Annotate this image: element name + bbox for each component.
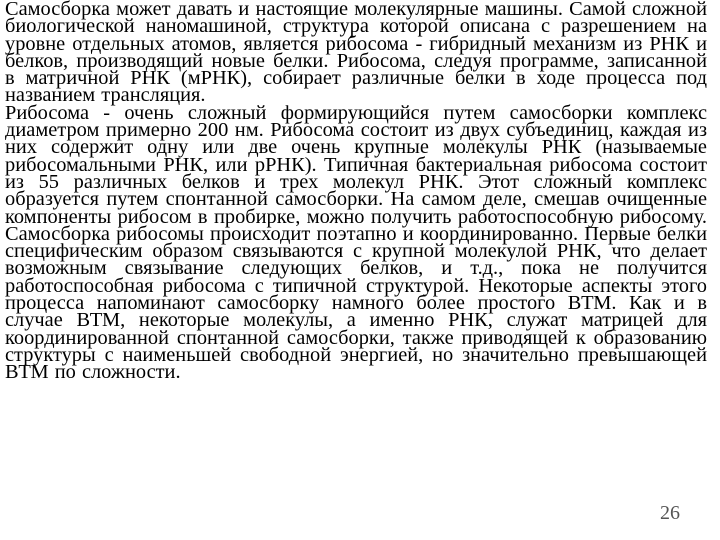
paragraph-self-assembly-machines: Самосборка может давать и настоящие молекулярные машины. Самой сложной биологической наномашиной, структура которой описана с разрешением на уровне отдельных атомов, является рибосома - гибридный механизм из РНК и белков, производящий новые белки. Рибосома, следуя программе, записанной в матричной РНК (мРНК), собирает различные белки в ходе процесса под названием трансляция. (5, 0, 707, 107)
page-number: 26 (660, 502, 680, 524)
paragraph-ribosome-description: Рибосома - очень сложный формирующийся путем самосборки комплекс диаметром примерно 200 нм. Рибосома состоит из двух субъединиц, каждая из них содержит одну или две очень крупные молекулы РНК (называемые рибосомальными РНК, или рРНК). Типичная бактериальная рибосома состоит из 55 различных белков и трех молекул РНК. Этот сложный комплекс образуется путем спонтанной самосборки. На самом деле, смешав очищенные компоненты рибосом в пробирке, можно получить работоспособную рибосому. Самосборка рибосомы происходит поэтапно и координированно. Первые белки специфическим образом связываются с крупной молекулой РНК, что делает возможным связывание следующих белков, и т.д., пока не получится работоспособная рибосома с типичной структурой. Некоторые аспекты этого процесса напоминают самосборку намного более простого ВТМ. Как и в случае ВТМ, некоторые молекулы, а именно РНК, служат матрицей для координированной спонтанной самосборки, также приводящей к образованию структуры с наименьшей свободной энергией, но значительно превышающей ВТМ по сложности. (5, 101, 707, 384)
body-text (5, 1, 707, 382)
